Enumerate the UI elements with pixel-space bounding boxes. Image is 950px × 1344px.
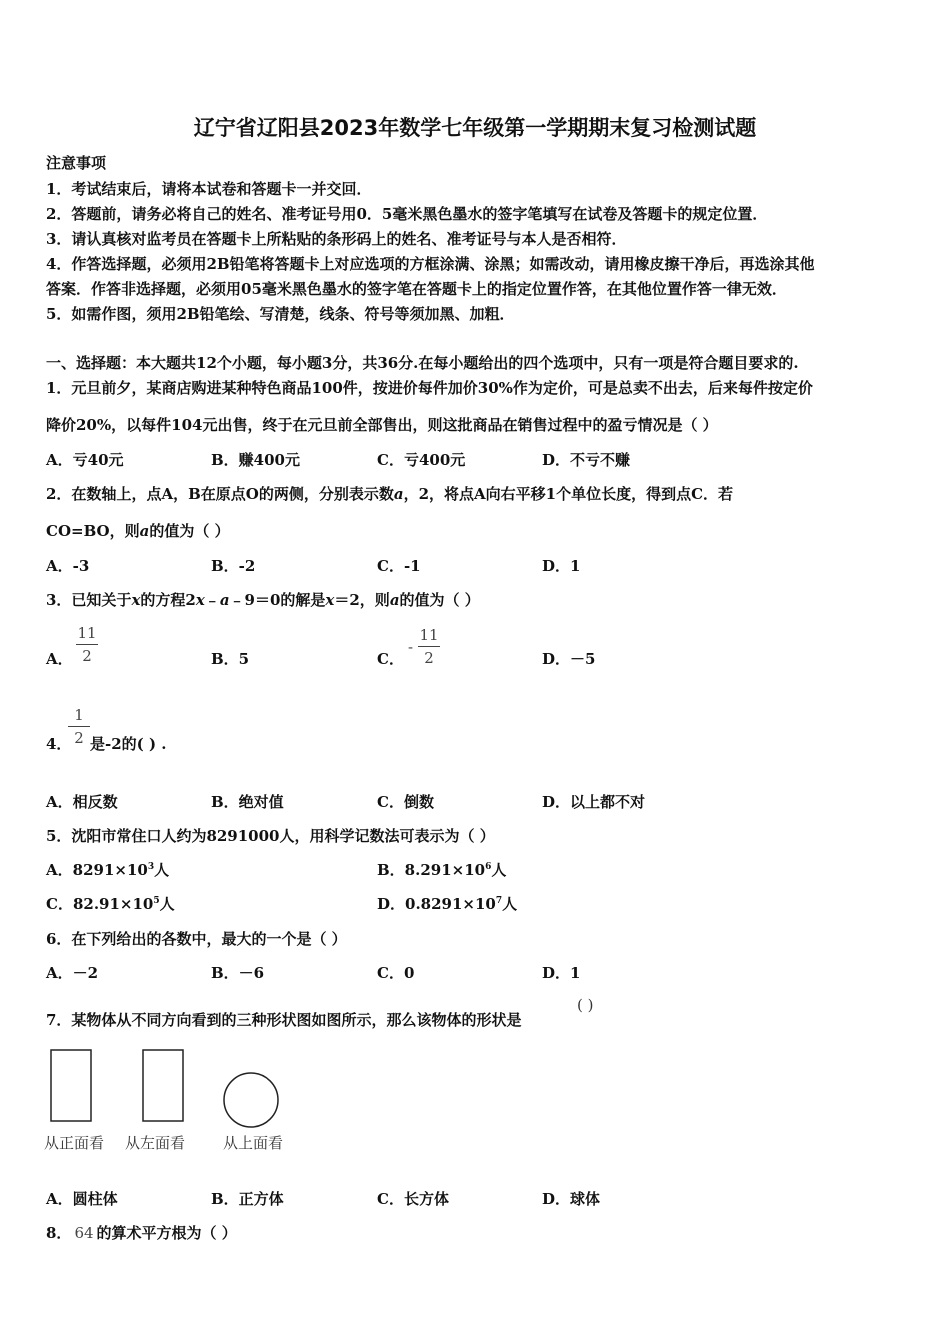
notice-item: 答案．作答非选择题，必须用05毫米黑色墨水的签字笔在答题卡上的指定位置作答，在其他位置作答一律无效． xyxy=(46,280,787,298)
q4-option-d: D．以上都不对 xyxy=(542,793,646,811)
var-a: a xyxy=(139,522,150,540)
q6-option-c: C．0 xyxy=(377,964,415,982)
q2-option-d: D．1 xyxy=(542,557,581,575)
q5-option-a xyxy=(46,859,169,880)
top-view-circle xyxy=(224,1073,278,1127)
fraction xyxy=(68,706,90,747)
var-a: a xyxy=(393,485,404,503)
var-a: a xyxy=(389,591,400,609)
q6-option-b: B．－6 xyxy=(211,964,265,982)
q8-text: 的算术平方根为（ ） xyxy=(96,1224,237,1242)
q1-option-a: A．亏40元 xyxy=(46,451,124,469)
notice-heading: 注意事项 xyxy=(46,154,107,172)
question-6: 6．在下列给出的各数中，最大的一个是（ ） xyxy=(46,930,347,948)
var-a: a xyxy=(219,591,230,609)
front-view-rectangle xyxy=(51,1050,91,1121)
fraction-denominator: 2 xyxy=(82,647,92,665)
question-2-line-2 xyxy=(46,520,230,541)
fraction-bar xyxy=(68,726,90,727)
front-view-label: 从正面看 xyxy=(44,1134,105,1152)
question-7: 7．某物体从不同方向看到的三种形状图如图所示，那么该物体的形状是 xyxy=(46,1011,522,1029)
q3-text: ﹣ xyxy=(204,591,220,609)
fraction-numerator: 11 xyxy=(77,624,97,642)
notice-item: 2．答题前，请务必将自己的姓名、准考证号用0．5毫米黑色墨水的签字笔填写在试卷及答题卡的规定位置． xyxy=(46,205,768,223)
fraction-denominator: 2 xyxy=(74,729,84,747)
fraction-numerator: 11 xyxy=(419,626,439,644)
top-view-label: 从上面看 xyxy=(223,1134,284,1152)
q3-text: 的值为（ ） xyxy=(399,591,480,609)
q2-text-a: 2．在数轴上，点A，B在原点O的两侧，分别表示数 xyxy=(46,485,394,503)
minus-sign: - xyxy=(408,638,414,656)
exponent: 5 xyxy=(153,896,160,906)
answer-paren: ( ) xyxy=(577,996,594,1014)
q5-option-d xyxy=(377,893,517,914)
option-text: C．82.91×10 xyxy=(46,895,154,913)
q2-option-c: C．-1 xyxy=(377,557,421,575)
q3-text: ＝2，则 xyxy=(334,591,390,609)
q3-text: 3．已知关于 xyxy=(46,591,132,609)
var-x: x xyxy=(195,591,205,609)
q6-option-a: A．－2 xyxy=(46,964,99,982)
notice-item: 1．考试结束后，请将本试卷和答题卡一并交回． xyxy=(46,180,372,198)
question-5: 5．沈阳市常住口人约为8291000人，用科学记数法可表示为（ ） xyxy=(46,827,495,845)
q4-option-a: A．相反数 xyxy=(46,793,118,811)
exponent: 7 xyxy=(495,896,503,906)
fraction xyxy=(418,626,440,667)
q1-option-b: B．赚400元 xyxy=(211,451,300,469)
exponent: 6 xyxy=(485,862,492,872)
q3-text: 的方程2 xyxy=(140,591,196,609)
q4-number: 4． xyxy=(46,735,72,753)
q3-option-a: A． xyxy=(46,650,73,668)
option-text: B．8.291×10 xyxy=(377,861,486,879)
option-unit: 人 xyxy=(502,895,518,913)
three-view-figure xyxy=(40,1040,300,1130)
q7-option-d: D．球体 xyxy=(542,1190,601,1208)
q2-option-a: A．-3 xyxy=(46,557,90,575)
q5-option-c xyxy=(46,893,175,914)
q7-option-b: B．正方体 xyxy=(211,1190,284,1208)
question-1-line-2: 降价20%，以每件104元出售，终于在元旦前全部售出，则这批商品在销售过程中的盈亏情况是（ ） xyxy=(46,416,718,434)
question-1-line-1: 1．元旦前夕，某商店购进某种特色商品100件，按进价每件加价30%作为定价，可是总卖不出去，后来每件按定价 xyxy=(46,379,813,397)
question-2-line-1 xyxy=(46,483,733,504)
left-view-rectangle xyxy=(143,1050,183,1121)
q4-text: 是-2的( ) . xyxy=(90,735,167,753)
q7-option-c: C．长方体 xyxy=(377,1190,449,1208)
q8-number: 8． xyxy=(46,1224,72,1242)
q4-option-b: B．绝对值 xyxy=(211,793,284,811)
notice-item: 4．作答选择题，必须用2B铅笔将答题卡上对应选项的方框涂满、涂黑；如需改动，请用橡皮擦干净后，再选涂其他 xyxy=(46,255,815,273)
option-text: D．0.8291×10 xyxy=(377,895,496,913)
question-3 xyxy=(46,589,480,610)
fraction xyxy=(76,624,98,665)
var-x: x xyxy=(325,591,335,609)
option-text: A．8291×10 xyxy=(46,861,148,879)
q7-option-a: A．圆柱体 xyxy=(46,1190,118,1208)
option-unit: 人 xyxy=(154,861,170,879)
q2-text-b: ，2，将点A向右平移1个单位长度，得到点C．若 xyxy=(403,485,734,503)
left-view-label: 从左面看 xyxy=(125,1134,186,1152)
q2-option-b: B．-2 xyxy=(211,557,256,575)
q3-option-c: C． xyxy=(377,650,404,668)
q3-option-d: D．－5 xyxy=(542,650,596,668)
q5-option-b xyxy=(377,859,506,880)
q3-option-b: B．5 xyxy=(211,650,250,668)
page-title: 辽宁省辽阳县2023年数学七年级第一学期期末复习检测试题 xyxy=(193,116,757,140)
q6-option-d: D．1 xyxy=(542,964,581,982)
q1-option-c: C．亏400元 xyxy=(377,451,466,469)
q2-text-c: CO=BO，则 xyxy=(46,522,140,540)
notice-item: 3．请认真核对监考员在答题卡上所粘贴的条形码上的姓名、准考证号与本人是否相符． xyxy=(46,230,627,248)
q2-text-d: 的值为（ ） xyxy=(149,522,230,540)
fraction-bar xyxy=(418,646,440,647)
fraction-denominator: 2 xyxy=(424,649,434,667)
q3-text: ﹣9＝0的解是 xyxy=(229,591,326,609)
option-unit: 人 xyxy=(491,861,507,879)
fraction-numerator: 1 xyxy=(74,706,84,724)
q4-option-c: C．倒数 xyxy=(377,793,434,811)
section-heading: 一、选择题：本大题共12个小题，每小题3分，共36分.在每小题给出的四个选项中，只有一项是符合题目要求的. xyxy=(46,354,799,372)
q1-option-d: D．不亏不赚 xyxy=(542,451,631,469)
fraction-bar xyxy=(76,644,98,645)
var-x: x xyxy=(131,591,141,609)
exponent: 3 xyxy=(147,862,155,872)
q8-value: 64 xyxy=(74,1224,94,1242)
question-8 xyxy=(46,1222,237,1243)
option-unit: 人 xyxy=(159,895,175,913)
notice-item: 5．如需作图，须用2B铅笔绘、写清楚，线条、符号等须加黑、加粗． xyxy=(46,305,515,323)
